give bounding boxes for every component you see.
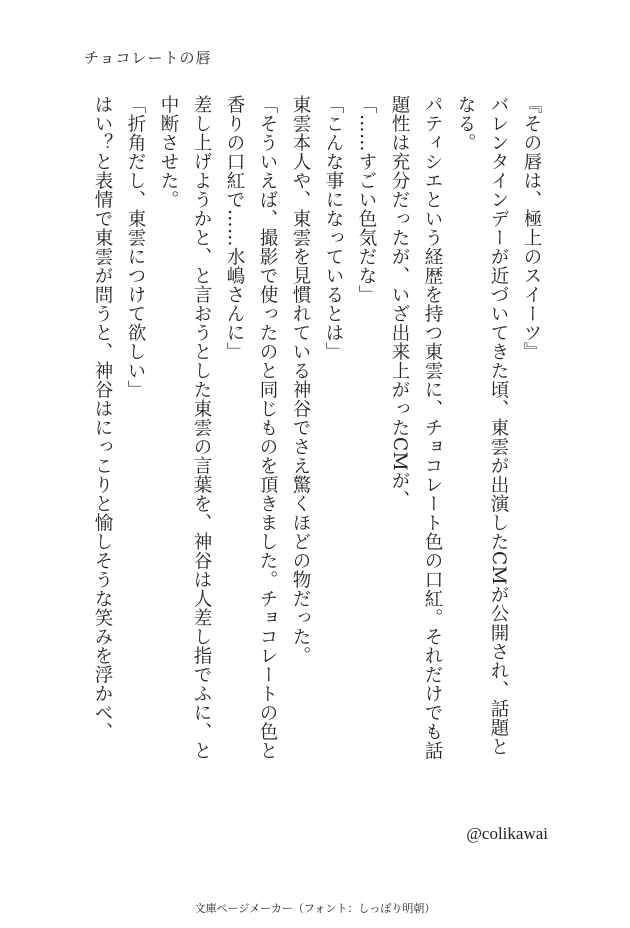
text-line: バレンタインデーが近づいてきた頃、東雲が出演したCMが公開され、話題と xyxy=(488,95,509,757)
text-line: 『その唇は、極上のスイーツ』 xyxy=(521,95,542,361)
text-line: 東雲本人や、東雲を見慣れている神谷でさえ驚くほどの物だった。 xyxy=(290,95,311,665)
text-line: パティシエという経歴を持つ東雲に、チョコレート色の口紅。それだけでも話 xyxy=(422,95,443,760)
text-line: 香りの口紅で……水嶋さんに」 xyxy=(224,95,245,361)
text-line: 中断させた。 xyxy=(158,95,179,209)
text-line: 「こんな事になっているとは」 xyxy=(323,95,344,361)
text-line: 「折角だし、東雲につけて欲しい」 xyxy=(125,95,146,399)
author-handle: @colikawai xyxy=(466,824,548,843)
text-line: なる。 xyxy=(455,95,476,152)
text-line: 題性は充分だったが、いざ出来上がったCMが、 xyxy=(389,95,410,510)
novel-body-text xyxy=(86,95,548,810)
text-line: 「……すごい色気だな」 xyxy=(356,95,377,304)
text-line: 「そういえば、撮影で使ったのと同じものを頂きました。チョコレートの色と xyxy=(257,95,278,760)
text-line: 差し上げようかと、と言おうとした東雲の言葉を、神谷は人差し指でふに、と xyxy=(191,95,212,760)
footer-credit: 文庫ページメーカー（フォント：しっぽり明朝） xyxy=(194,902,436,915)
page-title: チョコレートの唇 xyxy=(84,49,212,67)
text-line: はい？と表情で東雲が問うと、神谷はにっこりと愉しそうな笑みを浮かべ、 xyxy=(92,95,113,741)
